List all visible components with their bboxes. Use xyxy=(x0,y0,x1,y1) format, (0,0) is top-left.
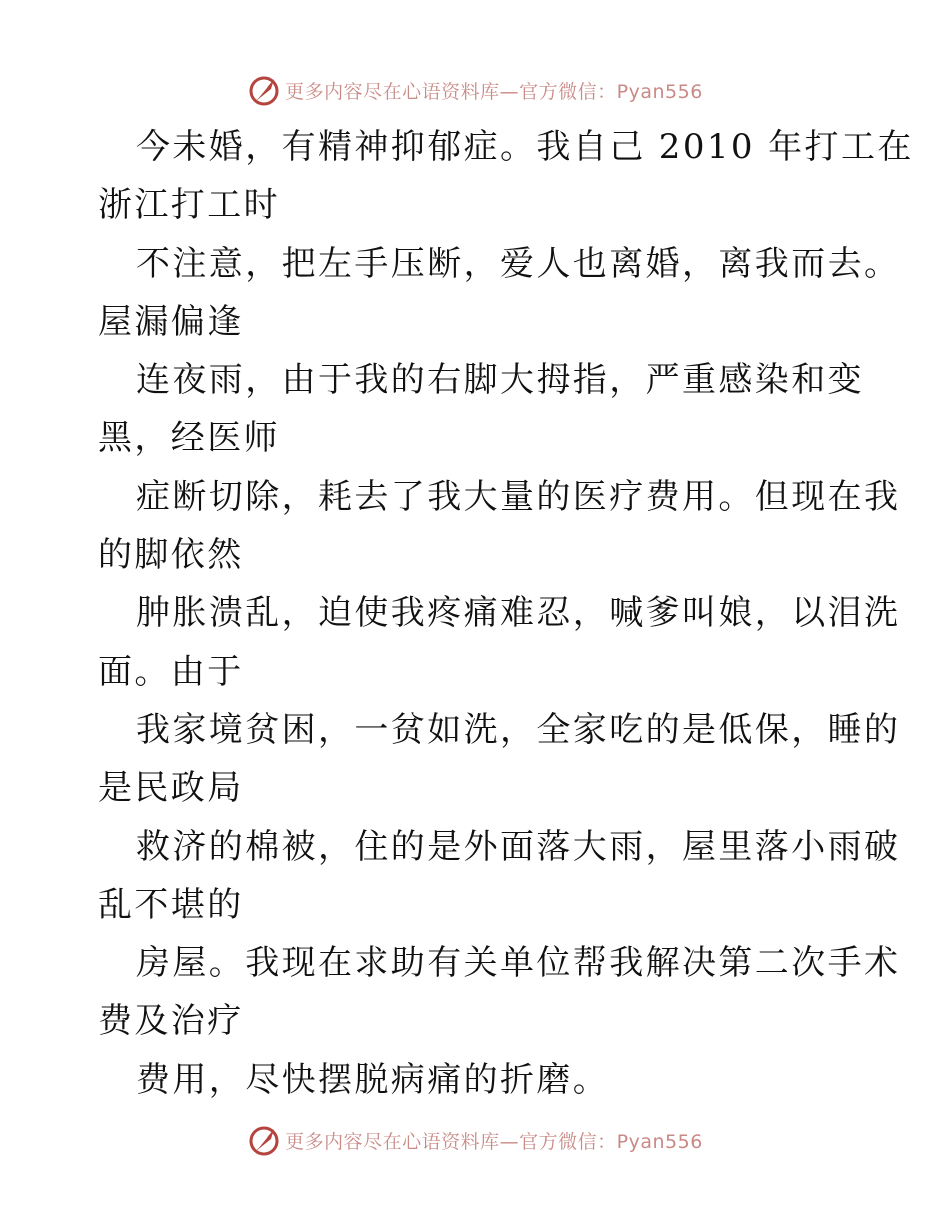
text-line: 乱不堪的 xyxy=(98,884,244,925)
feather-pen-circle-icon xyxy=(247,1123,281,1157)
text-line: 屋漏偏逢 xyxy=(98,301,244,342)
text-line: 今未婚，有精神抑郁症。我自己 2010 年打工在 xyxy=(136,127,914,167)
text-line: 费及治疗 xyxy=(98,1001,244,1042)
header-watermark xyxy=(0,70,950,110)
text-line: 连夜雨，由于我的右脚大拇指，严重感染和变 xyxy=(136,360,864,401)
text-line: 的脚依然 xyxy=(98,535,244,576)
text-line: 我家境贫困，一贫如洗，全家吃的是低保，睡的 xyxy=(136,709,901,750)
text-line: 黑，经医师 xyxy=(98,418,280,459)
text-line: 浙江打工时 xyxy=(98,185,280,226)
text-line: 费用，尽快摆脱病痛的折磨。 xyxy=(136,1059,610,1100)
text-line: 房屋。我现在求助有关单位帮我解决第二次手术 xyxy=(136,943,901,984)
text-line: 救济的棉被，住的是外面落大雨，屋里落小雨破 xyxy=(136,826,901,867)
text-line: 面。由于 xyxy=(98,651,244,692)
feather-pen-circle-icon xyxy=(247,73,281,107)
watermark-text: 更多内容尽在心语资料库—官方微信：Pyan556 xyxy=(285,1130,703,1153)
footer-watermark xyxy=(0,1120,950,1160)
text-line: 不注意，把左手压断，爱人也离婚，离我而去。 xyxy=(136,243,901,284)
watermark-text: 更多内容尽在心语资料库—官方微信：Pyan556 xyxy=(285,80,703,103)
text-line: 肿胀溃乱，迫使我疼痛难忍，喊爹叫娘，以泪洗 xyxy=(136,593,901,634)
document-body xyxy=(98,118,914,1109)
text-line: 症断切除，耗去了我大量的医疗费用。但现在我 xyxy=(136,476,901,517)
text-line: 是民政局 xyxy=(98,768,244,809)
